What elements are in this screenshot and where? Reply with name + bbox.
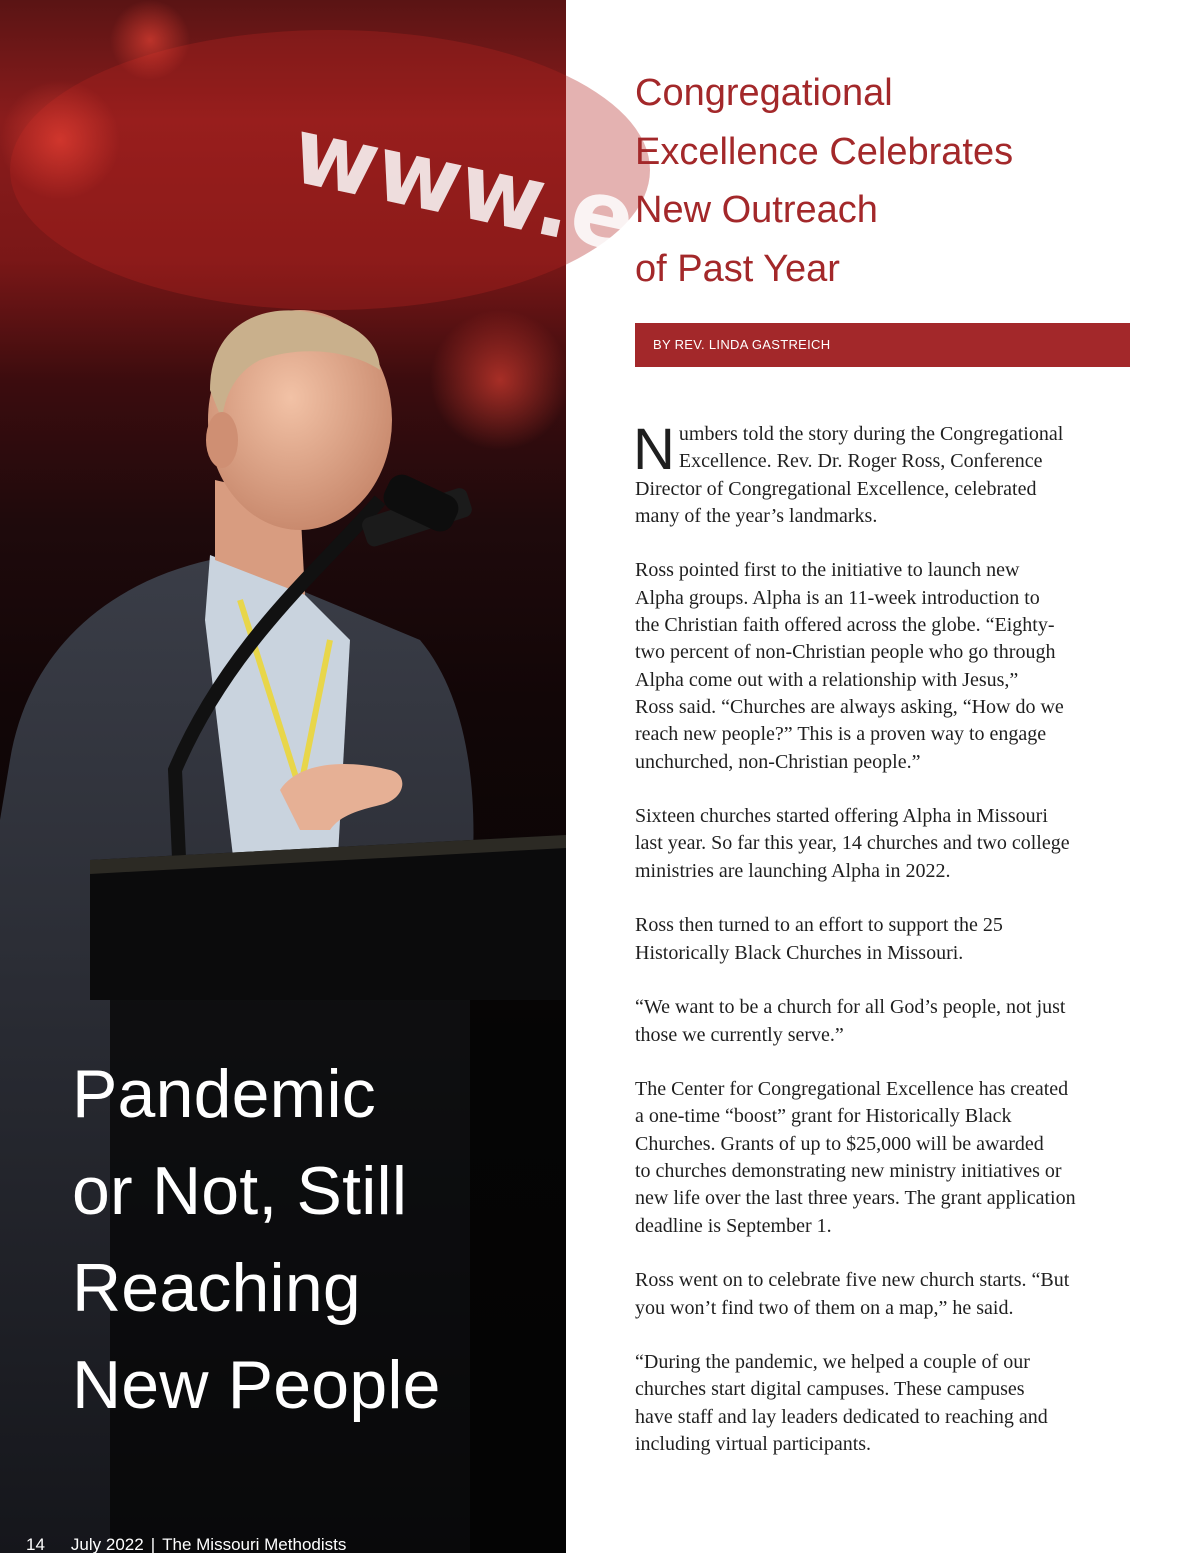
- text-line: unchurched, non-Christian people.”: [635, 750, 921, 773]
- paragraph: [635, 1267, 1135, 1322]
- overlay-title-line: Reaching: [72, 1250, 361, 1326]
- text-line: The Center for Congregational Excellence has created: [635, 1078, 1069, 1101]
- text-line: last year. So far this year, 14 churches and two college: [635, 832, 1070, 855]
- page-number: 14: [26, 1535, 45, 1554]
- overlay-title: [72, 1046, 542, 1434]
- text-line: Director of Congregational Excellence, celebrated: [635, 477, 1037, 500]
- headline-line: New Outreach: [635, 189, 878, 231]
- text-line: umbers told the story during the Congregational: [678, 423, 1064, 445]
- article-headline: [635, 64, 1155, 298]
- text-line: including virtual participants.: [635, 1432, 872, 1455]
- text-line: deadline is September 1.: [635, 1214, 832, 1237]
- text-line: two percent of non-Christian people who go through: [635, 641, 1056, 664]
- text-line: Excellence. Rev. Dr. Roger Ross, Conference: [678, 450, 1043, 473]
- text-line: Ross went on to celebrate five new church starts. “But: [635, 1269, 1070, 1292]
- paragraph: [635, 1349, 1135, 1458]
- publication-name: The Missouri Methodists: [162, 1535, 347, 1554]
- text-line: you won’t find two of them on a map,” he said.: [635, 1296, 1014, 1319]
- page-footer: [26, 1535, 346, 1555]
- paragraph: [635, 1076, 1135, 1240]
- issue-date: July 2022: [70, 1535, 144, 1554]
- text-line: “We want to be a church for all God’s people, not just: [635, 996, 1066, 1019]
- text-line: Alpha groups. Alpha is an 11-week introduction to: [635, 586, 1040, 609]
- headline-line: Congregational: [635, 72, 893, 114]
- paragraph: [635, 912, 1135, 967]
- text-line: ministries are launching Alpha in 2022.: [635, 859, 951, 882]
- text-line: new life over the last three years. The grant application: [635, 1187, 1076, 1210]
- text-line: reach new people?” This is a proven way to engage: [635, 723, 1047, 746]
- text-line: “During the pandemic, we helped a couple of our: [635, 1351, 1030, 1374]
- headline-line: Excellence Celebrates: [635, 130, 1014, 173]
- text-line: Ross then turned to an effort to support the 25: [635, 914, 1003, 937]
- byline: BY REV. LINDA GASTREICH: [653, 337, 831, 352]
- text-line: churches start digital campuses. These campuses: [635, 1378, 1025, 1401]
- paragraph: [635, 557, 1135, 775]
- text-line: Historically Black Churches in Missouri.: [635, 941, 964, 964]
- paragraph: [635, 994, 1135, 1049]
- text-line: have staff and lay leaders dedicated to reaching and: [635, 1405, 1048, 1428]
- overlay-title-line: or Not, Still: [72, 1153, 408, 1229]
- background-text: www.e: [283, 96, 645, 274]
- overlay-title-line: Pandemic: [72, 1056, 376, 1132]
- text-line: Sixteen churches started offering Alpha in Missouri: [635, 805, 1048, 828]
- article-body: [633, 417, 1135, 1486]
- footer-separator: |: [150, 1535, 156, 1554]
- drop-cap: N: [633, 417, 675, 482]
- text-line: those we currently serve.”: [635, 1023, 844, 1046]
- text-line: to churches demonstrating new ministry initiatives or: [635, 1160, 1062, 1183]
- paragraph: [633, 417, 1135, 530]
- text-line: many of the year’s landmarks.: [635, 504, 878, 527]
- text-line: Ross said. “Churches are always asking, “How do we: [635, 695, 1064, 718]
- text-line: Churches. Grants of up to $25,000 will be awarded: [635, 1132, 1044, 1155]
- text-line: Alpha come out with a relationship with Jesus,”: [635, 668, 1019, 691]
- text-line: a one-time “boost” grant for Historically Black: [635, 1105, 1012, 1128]
- byline-bar: [635, 323, 1130, 367]
- headline-line: of Past Year: [635, 247, 840, 290]
- paragraph: [635, 803, 1135, 885]
- text-line: Ross pointed first to the initiative to launch new: [635, 559, 1020, 582]
- text-line: the Christian faith offered across the globe. “Eighty-: [635, 614, 1055, 637]
- overlay-title-line: New People: [72, 1347, 441, 1423]
